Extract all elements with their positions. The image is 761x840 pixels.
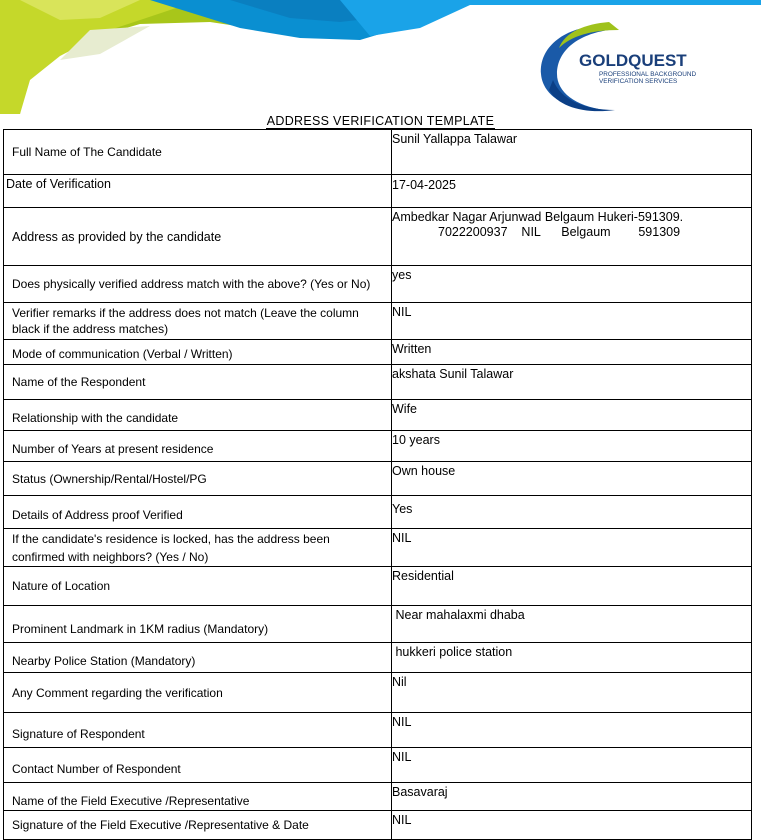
table-row bbox=[4, 266, 752, 303]
value-cell: Ambedkar Nagar Arjunwad Belgaum Hukeri-591309. 7022200937 NIL Belgaum 591309 bbox=[392, 208, 752, 266]
table-row bbox=[4, 673, 752, 713]
table-row bbox=[4, 496, 752, 529]
label-cell: Name of the Respondent bbox=[4, 365, 392, 400]
value-cell: 10 years bbox=[392, 431, 752, 462]
logo-tagline-1: PROFESSIONAL BACKGROUND bbox=[599, 71, 697, 78]
label-cell: Status (Ownership/Rental/Hostel/PG bbox=[4, 462, 392, 496]
label-cell: Signature of the Field Executive /Representative & Date bbox=[4, 811, 392, 840]
table-row bbox=[4, 130, 752, 175]
value-cell: NIL bbox=[392, 811, 752, 840]
label-cell: Mode of communication (Verbal / Written) bbox=[4, 340, 392, 365]
label-cell: Number of Years at present residence bbox=[4, 431, 392, 462]
label-cell: Name of the Field Executive /Representative bbox=[4, 783, 392, 811]
page-title-text: ADDRESS VERIFICATION TEMPLATE bbox=[266, 114, 495, 128]
label-cell: Verifier remarks if the address does not match (Leave the column black if the address matches) bbox=[4, 303, 392, 340]
value-cell: Basavaraj bbox=[392, 783, 752, 811]
value-cell: Residential bbox=[392, 567, 752, 606]
value-cell: Written bbox=[392, 340, 752, 365]
label-cell: Relationship with the candidate bbox=[4, 400, 392, 431]
value-cell: NIL bbox=[392, 713, 752, 748]
value-cell: Near mahalaxmi dhaba bbox=[392, 606, 752, 643]
logo-tagline-2: VERIFICATION SERVICES bbox=[599, 78, 678, 85]
value-cell: Yes bbox=[392, 496, 752, 529]
value-cell: akshata Sunil Talawar bbox=[392, 365, 752, 400]
value-cell: yes bbox=[392, 266, 752, 303]
table-row bbox=[4, 529, 752, 567]
table-row bbox=[4, 643, 752, 673]
label-cell: Prominent Landmark in 1KM radius (Mandatory) bbox=[4, 606, 392, 643]
label-cell: Any Comment regarding the verification bbox=[4, 673, 392, 713]
value-cell: Own house bbox=[392, 462, 752, 496]
label-cell: Nature of Location bbox=[4, 567, 392, 606]
logo-wordmark: GOLDQUEST bbox=[579, 51, 687, 70]
value-cell: Nil bbox=[392, 673, 752, 713]
value-cell: NIL bbox=[392, 529, 752, 567]
label-cell: Contact Number of Respondent bbox=[4, 748, 392, 783]
table-row bbox=[4, 462, 752, 496]
label-cell: Does physically verified address match with the above? (Yes or No) bbox=[4, 266, 392, 303]
table-row bbox=[4, 567, 752, 606]
value-cell: NIL bbox=[392, 303, 752, 340]
table-row bbox=[4, 748, 752, 783]
table-row bbox=[4, 400, 752, 431]
goldquest-logo bbox=[535, 18, 735, 118]
label-cell: Full Name of The Candidate bbox=[4, 130, 392, 175]
table-row bbox=[4, 606, 752, 643]
table-row bbox=[4, 811, 752, 840]
table-row bbox=[4, 431, 752, 462]
table-row bbox=[4, 365, 752, 400]
table-row bbox=[4, 175, 752, 208]
label-cell: Address as provided by the candidate bbox=[4, 208, 392, 266]
value-cell: hukkeri police station bbox=[392, 643, 752, 673]
label-cell: If the candidate's residence is locked, has the address been confirmed with neighbors? (Yes / No) bbox=[4, 529, 392, 567]
table-row bbox=[4, 208, 752, 266]
verification-table bbox=[3, 129, 752, 840]
label-cell: Nearby Police Station (Mandatory) bbox=[4, 643, 392, 673]
label-cell: Details of Address proof Verified bbox=[4, 496, 392, 529]
label-cell: Signature of Respondent bbox=[4, 713, 392, 748]
value-cell: Wife bbox=[392, 400, 752, 431]
page-title bbox=[0, 114, 761, 128]
table-row bbox=[4, 783, 752, 811]
table-row bbox=[4, 340, 752, 365]
label-cell: Date of Verification bbox=[4, 175, 392, 208]
table-row bbox=[4, 303, 752, 340]
table-row bbox=[4, 713, 752, 748]
value-cell: Sunil Yallappa Talawar bbox=[392, 130, 752, 175]
value-cell: NIL bbox=[392, 748, 752, 783]
value-cell: 17-04-2025 bbox=[392, 175, 752, 208]
